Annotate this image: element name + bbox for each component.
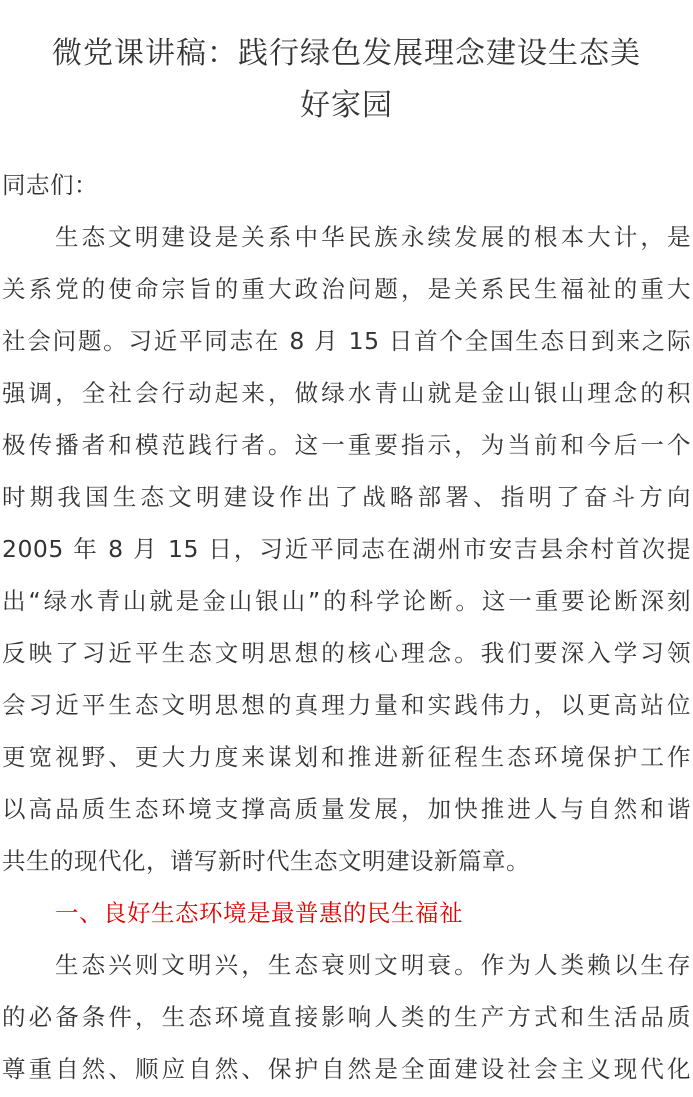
paragraph-1-line: 反映了习近平生态文明思想的核心理念。我们要深入学习领	[2, 639, 691, 667]
title-line-1: 微党课讲稿：践行绿色发展理念建设生态美	[52, 36, 641, 71]
paragraph-1-line: 关系党的使命宗旨的重大政治问题，是关系民生福祉的重大	[2, 275, 691, 303]
document-title	[2, 0, 691, 132]
paragraph-1-line: 社会问题。习近平同志在 8 月 15 日首个全国生态日到来之际	[2, 327, 691, 355]
paragraph-1-line: 强调，全社会行动起来，做绿水青山就是金山银山理念的积	[2, 379, 691, 407]
paragraph-1-line: 2005 年 8 月 15 日，习近平同志在湖州市安吉县余村首次提	[2, 535, 691, 563]
paragraph-1-line: 共生的现代化，谱写新时代生态文明建设新篇章。	[2, 847, 530, 875]
paragraph-1-line: 以高品质生态环境支撑高质量发展，加快推进人与自然和谐	[2, 795, 691, 823]
paragraph-1-line: 更宽视野、更大力度来谋划和推进新征程生态环境保护工作	[2, 743, 691, 771]
paragraph-2-line: 尊重自然、顺应自然、保护自然是全面建设社会主义现代化	[2, 1055, 691, 1083]
paragraph-2-line: 生态兴则文明兴，生态衰则文明衰。作为人类赖以生存	[55, 951, 691, 979]
salutation: 同志们：	[2, 171, 98, 199]
article-body	[2, 159, 691, 1095]
paragraph-1-line: 出“绿水青山就是金山银山”的科学论断。这一重要论断深刻	[2, 587, 691, 615]
section-heading: 一、良好生态环境是最普惠的民生福祉	[55, 899, 463, 927]
paragraph-1-line: 生态文明建设是关系中华民族永续发展的根本大计，是	[55, 223, 691, 251]
paragraph-1-line: 极传播者和模范践行者。这一重要指示，为当前和今后一个	[2, 431, 691, 459]
title-line-2: 好家园	[300, 88, 393, 123]
paragraph-2-line: 的必备条件，生态环境直接影响人类的生产方式和生活品质	[2, 1003, 691, 1031]
paragraph-1-line: 会习近平生态文明思想的真理力量和实践伟力，以更高站位	[2, 691, 691, 719]
paragraph-1-line: 时期我国生态文明建设作出了战略部署、指明了奋斗方向	[2, 483, 691, 511]
